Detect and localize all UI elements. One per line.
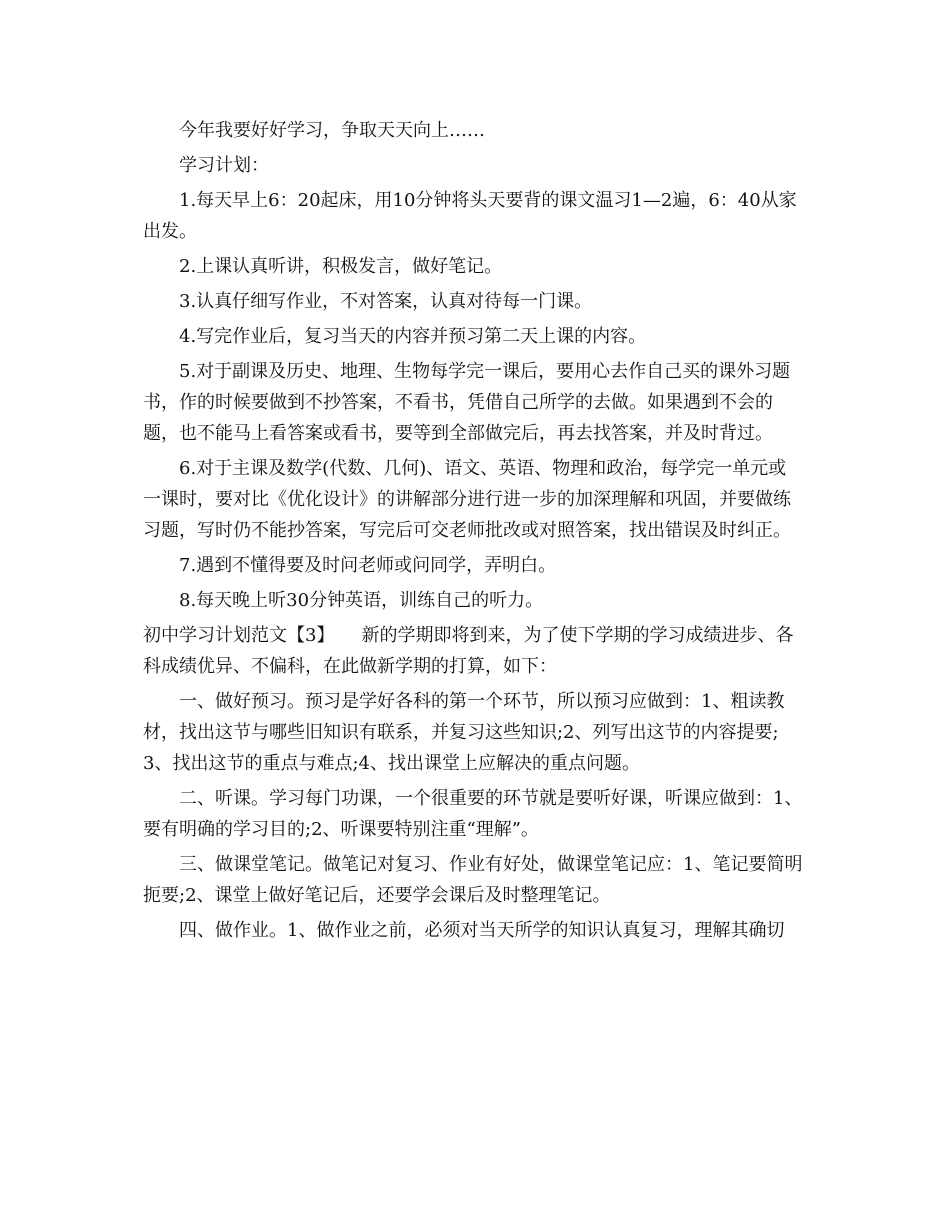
section-3-intro: 初中学习计划范文【3】 新的学期即将到来，为了使下学期的学习成绩进步、各科成绩优异、不偏科，在此做新学期的打算，如下： [143, 625, 794, 677]
document-body [143, 115, 803, 950]
paragraph-intro: 今年我要好好学习，争取天天向上…… [179, 120, 485, 141]
plan-item-1: 1.每天早上6：20起床，用10分钟将头天要背的课文温习1—2遍，6：40从家出发。 [143, 190, 797, 242]
plan-item-5: 5.对于副课及历史、地理、生物每学完一课后，要用心去作自己买的课外习题书，作的时候要做到不抄答案，不看书，凭借自己所学的去做。如果遇到不会的题，也不能马上看答案或看书，要等到全部做完后，再去找答案，并及时背过。 [143, 361, 791, 444]
plan-item-6: 6.对于主课及数学(代数、几何)、语文、英语、物理和政治，每学完一单元或一课时，要对比《优化设计》的讲解部分进行进一步的加深理解和巩固，并要做练习题，写时仍不能抄答案，写完后可交老师批改或对照答案，找出错误及时纠正。 [143, 458, 791, 541]
section-notes: 三、做课堂笔记。做笔记对复习、作业有好处，做课堂笔记应：1、笔记要简明扼要;2、课堂上做好笔记后，还要学会课后及时整理笔记。 [143, 854, 803, 906]
section-homework: 四、做作业。1、做作业之前，必须对当天所学的知识认真复习，理解其确切 [179, 920, 785, 941]
section-listening: 二、听课。学习每门功课，一个很重要的环节就是要听好课，听课应做到：1、要有明确的学习目的;2、听课要特别注重“理解”。 [143, 788, 803, 840]
plan-item-4: 4.写完作业后，复习当天的内容并预习第二天上课的内容。 [179, 326, 647, 347]
plan-item-7: 7.遇到不懂得要及时问老师或问同学，弄明白。 [179, 555, 557, 576]
plan-item-2: 2.上课认真听讲，积极发言，做好笔记。 [179, 256, 503, 277]
plan-item-8: 8.每天晚上听30分钟英语，训练自己的听力。 [179, 590, 544, 611]
paragraph-plan-heading: 学习计划： [179, 155, 269, 176]
plan-item-3: 3.认真仔细写作业，不对答案，认真对待每一门课。 [179, 291, 593, 312]
section-preview: 一、做好预习。预习是学好各科的第一个环节，所以预习应做到：1、粗读教材，找出这节与哪些旧知识有联系，并复习这些知识;2、列写出这节的内容提要;3、找出这节的重点与难点;4、找出课堂上应解决的重点问题。 [143, 691, 785, 774]
